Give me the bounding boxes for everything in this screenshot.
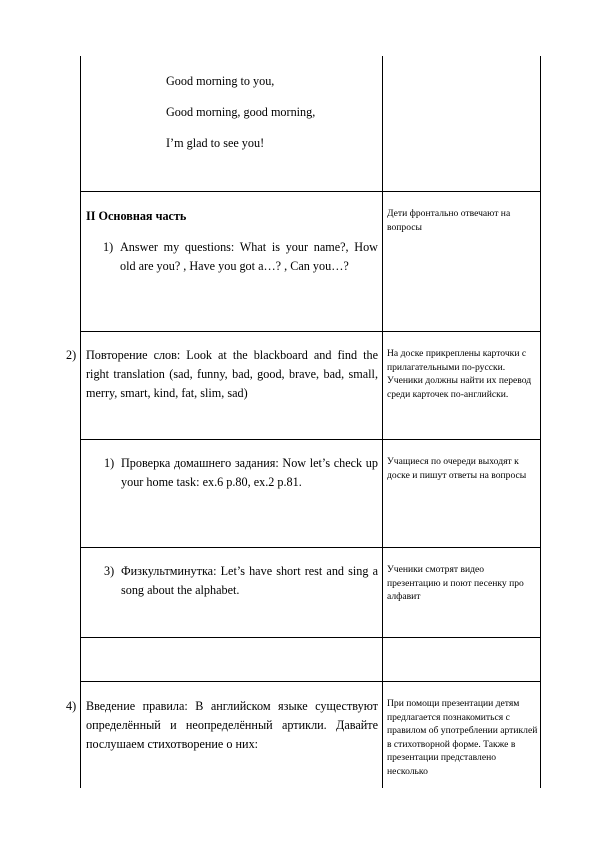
item-text: Answer my questions: What is your name?, How old are you? , Have you got a…? , Can you…? xyxy=(120,240,378,273)
item-number: 1) xyxy=(104,456,115,470)
song-line: I’m glad to see you! xyxy=(166,136,265,150)
remark-text: Дети фронтально отвечают на вопросы xyxy=(387,208,511,233)
remark-text: На доске прикреплены карточки с прилагательными по-русски. Ученики должны найти их перевод среди карточек по-английски. xyxy=(387,348,532,400)
item-text: Проверка домашнего задания: Now let’s check up your home task: ex.6 p.80, ex.2 p.81. xyxy=(121,456,378,489)
table-row-border xyxy=(80,191,541,192)
item-number: 4) xyxy=(66,699,77,713)
item-text: Введение правила: В английском языке существуют определённый и неопределённый артикли. Давайте послушаем стихотворение о них: xyxy=(86,699,378,751)
table-border-middle xyxy=(382,56,383,788)
table-row-border xyxy=(80,681,541,682)
song-line: Good morning to you, xyxy=(166,74,275,88)
remark-text: Ученики смотрят видео презентацию и поют песенку про алфавит xyxy=(387,564,524,603)
table-row-border xyxy=(80,547,541,548)
table-border-left xyxy=(80,56,81,788)
song-line: Good morning, good morning, xyxy=(166,105,316,119)
table-row-border xyxy=(80,439,541,440)
table-row-border xyxy=(80,637,541,638)
remark-text: Учащиеся по очереди выходят к доске и пишут ответы на вопросы xyxy=(387,456,527,481)
item-text: Физкультминутка: Let’s have short rest and sing a song about the alphabet. xyxy=(121,564,378,597)
item-number: 3) xyxy=(104,564,115,578)
item-number: 2) xyxy=(66,348,77,362)
remark-text: При помощи презентации детям предлагается познакомиться с правилом об употреблении артиклей в стихотворной форме. Также в презентации представлено несколько xyxy=(387,698,538,777)
table-border-right xyxy=(540,56,541,788)
item-number: 1) xyxy=(103,240,114,254)
table-row-border xyxy=(80,331,541,332)
section-heading: II Основная часть xyxy=(86,209,187,223)
item-text: Повторение слов: Look at the blackboard and find the right translation (sad, funny, bad, good, brave, bad, small, merry, smart, kind, fat, slim, sad) xyxy=(86,348,378,400)
